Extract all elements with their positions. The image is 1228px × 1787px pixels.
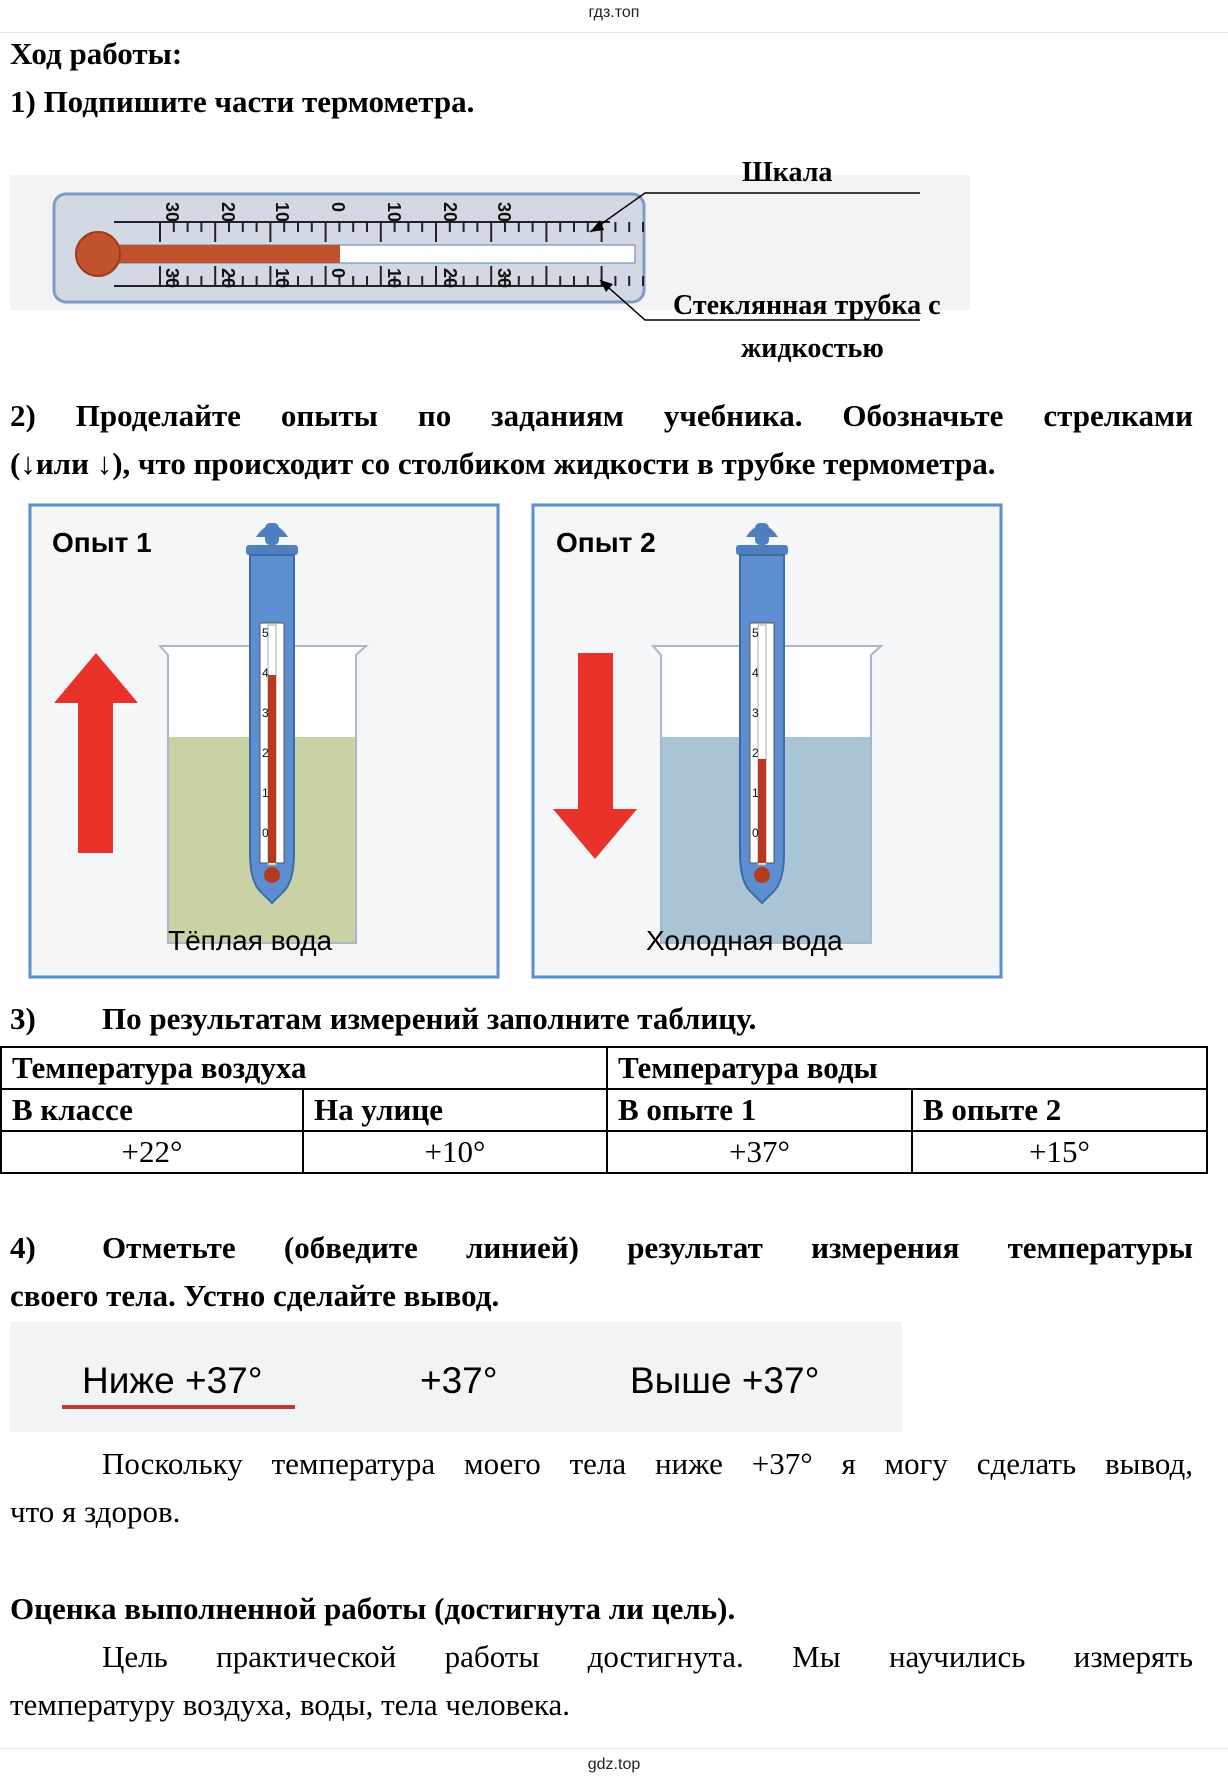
header-site-name: гдз.топ bbox=[588, 4, 640, 21]
sub-exp2: В опыте 2 bbox=[912, 1089, 1207, 1131]
scale-label-bottom: 10 bbox=[272, 268, 292, 289]
task3-text: По результатам измерений заполните таблицу. bbox=[102, 1001, 757, 1036]
task4-text-line2: своего тела. Устно сделайте вывод. bbox=[10, 1278, 500, 1313]
sub-exp1: В опыте 1 bbox=[607, 1089, 912, 1131]
experiment-1-figure bbox=[28, 503, 500, 979]
label-scale: Шкала bbox=[742, 157, 833, 188]
scale-label-top: 10 bbox=[384, 202, 404, 223]
scale-label-bottom: 30 bbox=[494, 268, 514, 289]
exp2-caption: Холодная вода bbox=[646, 925, 843, 956]
mark: 5 bbox=[752, 626, 759, 640]
mark: 1 bbox=[262, 786, 269, 800]
scale-label-bottom: 30 bbox=[162, 268, 182, 289]
head-water-temp: Температура воды bbox=[607, 1047, 1207, 1089]
mark: 2 bbox=[262, 746, 269, 760]
value-exp1: +37° bbox=[607, 1131, 912, 1173]
exp2-title: Опыт 2 bbox=[556, 527, 656, 558]
mark: 0 bbox=[752, 826, 759, 840]
scale-label-top: 30 bbox=[494, 202, 514, 223]
page-title: Ход работы: bbox=[10, 36, 183, 71]
exp1-title: Опыт 1 bbox=[52, 527, 152, 558]
mark: 0 bbox=[262, 826, 269, 840]
thermometer-2 bbox=[736, 523, 788, 903]
evaluation-line1: Цель практической работы достигнута. Мы научились измерять bbox=[102, 1639, 1193, 1674]
conclusion-line1: Поскольку температура моего тела ниже +37° я могу сделать вывод, bbox=[102, 1446, 1193, 1481]
task3-num: 3) bbox=[10, 1001, 36, 1036]
scale-label-top: 30 bbox=[162, 202, 182, 223]
mark: 4 bbox=[262, 666, 269, 680]
task2-text-line1: 2) Проделайте опыты по заданиям учебника. Обозначьте стрелками bbox=[10, 398, 1193, 433]
selected-underline bbox=[62, 1405, 295, 1409]
evaluation-line2: температуру воздуха, воды, тела человека. bbox=[10, 1687, 570, 1722]
scale-label-bottom: 20 bbox=[440, 268, 460, 289]
task1-text: 1) Подпишите части термометра. bbox=[10, 84, 475, 119]
conclusion-line2: что я здоров. bbox=[10, 1494, 181, 1529]
task4-text-line1: Отметьте (обведите линией) результат измерения температуры bbox=[102, 1230, 1193, 1265]
exp1-caption: Тёплая вода bbox=[168, 925, 333, 956]
value-exp2: +15° bbox=[912, 1131, 1207, 1173]
scale-label-top: 20 bbox=[218, 202, 238, 223]
scale-label-top: 20 bbox=[440, 202, 460, 223]
scale-label-bottom: 20 bbox=[218, 268, 238, 289]
header-divider bbox=[0, 32, 1228, 33]
footer-site-name: gdz.top bbox=[587, 1756, 641, 1773]
mark: 1 bbox=[752, 786, 759, 800]
option-below: Ниже +37° bbox=[82, 1360, 263, 1401]
mark: 3 bbox=[752, 706, 759, 720]
thermometer-1 bbox=[246, 523, 298, 903]
option-above: Выше +37° bbox=[630, 1360, 820, 1401]
scale-label-bottom: 0 bbox=[328, 268, 348, 279]
footer-divider bbox=[0, 1748, 1228, 1749]
mark: 4 bbox=[752, 666, 759, 680]
mark: 2 bbox=[752, 746, 759, 760]
label-tube-line2: жидкостью bbox=[741, 333, 884, 364]
results-table bbox=[0, 1046, 1208, 1174]
label-tube-line1: Стеклянная трубка с bbox=[673, 290, 941, 321]
option-equal: +37° bbox=[420, 1360, 498, 1401]
task4-num: 4) bbox=[10, 1230, 36, 1265]
sub-outdoors: На улице bbox=[303, 1089, 607, 1131]
task2-text-line2: (↓или ↓), что происходит со столбиком жидкости в трубке термометра. bbox=[10, 446, 996, 481]
mark: 5 bbox=[262, 626, 269, 640]
sub-in-class: В классе bbox=[1, 1089, 303, 1131]
value-outdoors: +10° bbox=[303, 1131, 607, 1173]
mark: 3 bbox=[262, 706, 269, 720]
head-air-temp: Температура воздуха bbox=[1, 1047, 607, 1089]
evaluation-heading: Оценка выполненной работы (достигнута ли цель). bbox=[10, 1591, 736, 1626]
scale-label-top: 10 bbox=[272, 202, 292, 223]
scale-label-top: 0 bbox=[328, 202, 348, 213]
experiment-2-figure bbox=[531, 503, 1003, 979]
scale-label-bottom: 10 bbox=[384, 268, 404, 289]
value-in-class: +22° bbox=[1, 1131, 303, 1173]
